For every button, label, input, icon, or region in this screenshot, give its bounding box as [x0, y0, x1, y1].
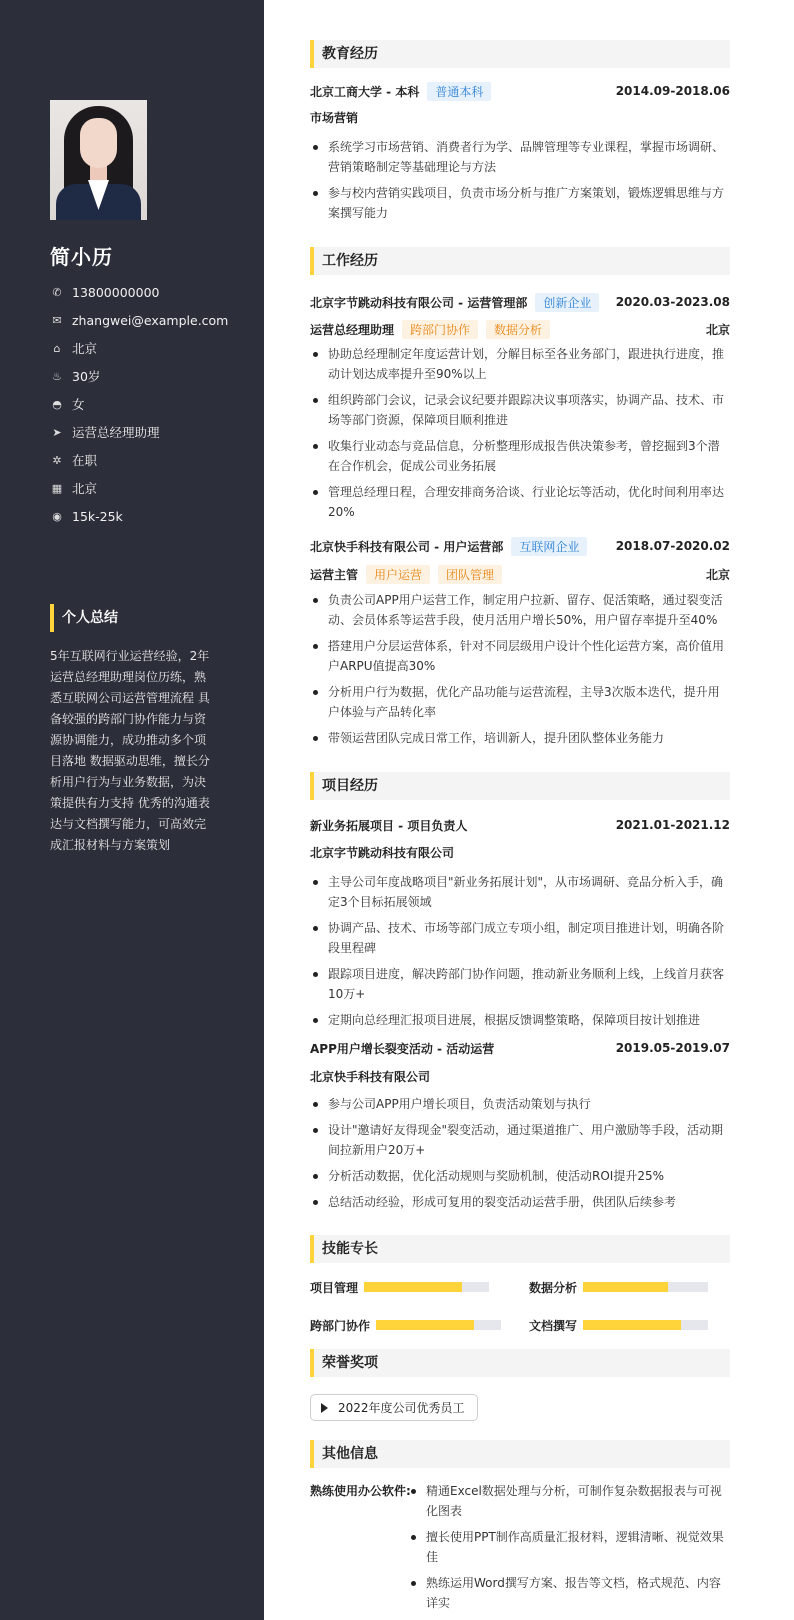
job-date: 2020.03-2023.08: [615, 295, 730, 309]
education-header: [310, 81, 730, 101]
skill-item: [529, 1277, 708, 1297]
contact-info: [50, 278, 250, 530]
avatar: [50, 100, 147, 220]
job-role: 运营总经理助理: [310, 322, 395, 337]
project-bullets: [310, 1094, 730, 1218]
skill-item: [310, 1315, 501, 1335]
list-item: 定期向总经理汇报项目进展，根据反馈调整策略，保障项目按计划推进: [310, 1010, 730, 1030]
job-bullets: [310, 590, 730, 754]
skill-bar-fill: [376, 1320, 474, 1330]
list-item: 参与公司APP用户增长项目，负责活动策划与执行: [310, 1094, 730, 1114]
education-title: 教育经历: [310, 40, 730, 68]
list-item: 带领运营团队完成日常工作，培训新人，提升团队整体业务能力: [310, 728, 730, 748]
send-icon: ➤: [52, 425, 62, 439]
skill-item: [529, 1315, 708, 1335]
job-role: 运营主管: [310, 567, 359, 582]
award-item: [310, 1394, 478, 1421]
project-company: 北京字节跳动科技有限公司: [310, 846, 455, 860]
summary-title: 个人总结: [50, 604, 118, 632]
gender-icon: ◓: [52, 397, 62, 411]
job-date: 2018.07-2020.02: [615, 539, 730, 553]
info-email: [50, 306, 250, 334]
skill-bar-fill: [583, 1320, 681, 1330]
info-text: 北京: [72, 481, 98, 496]
salary-icon: ◉: [52, 509, 62, 523]
school-name: 北京工商大学 - 本科: [310, 84, 420, 99]
list-item: 总结活动经验，形成可复用的裂变活动运营手册，供团队后续参考: [310, 1192, 730, 1212]
list-item: 熟练运用Word撰写方案、报告等文档，格式规范、内容详实: [408, 1573, 730, 1613]
list-item: 主导公司年度战略项目"新业务拓展计划"，从市场调研、竞品分析入手，确定3个目标拓展领域: [310, 872, 730, 912]
award-text: 2022年度公司优秀员工: [338, 1401, 465, 1415]
skill-item: [310, 1277, 489, 1297]
info-text: 北京: [72, 341, 98, 356]
info-position: [50, 418, 250, 446]
list-item: 组织跨部门会议，记录会议纪要并跟踪决议事项落实，协调产品、技术、市场等部门资源，保障项目顺利推进: [310, 390, 730, 430]
info-status: [50, 446, 250, 474]
skill-bar: [376, 1320, 501, 1330]
info-phone: [50, 278, 250, 306]
list-item: 参与校内营销实践项目，负责市场分析与推广方案策划，锻炼逻辑思维与方案撰写能力: [310, 183, 730, 223]
awards-title: 荣誉奖项: [310, 1349, 730, 1377]
info-text: 女: [72, 397, 85, 412]
job-city: 北京: [705, 567, 730, 582]
info-text: 15k-25k: [72, 508, 123, 524]
project-name: 新业务拓展项目 - 项目负责人: [310, 818, 468, 833]
project-header: [310, 1038, 730, 1058]
list-item: 管理总经理日程，合理安排商务洽谈、行业论坛等活动，优化时间利用率达20%: [310, 482, 730, 522]
list-item: 精通Excel数据处理与分析，可制作复杂数据报表与可视化图表: [408, 1481, 730, 1521]
info-age: [50, 362, 250, 390]
job-header: [310, 536, 730, 556]
candidate-name: 简小历: [50, 245, 113, 269]
job-city: 北京: [705, 322, 730, 337]
list-item: 协调产品、技术、市场等部门成立专项小组，制定项目推进计划，明确各阶段里程碑: [310, 918, 730, 958]
home-icon: ⌂: [53, 341, 61, 355]
cake-icon: ♨: [52, 369, 62, 383]
project-date: 2021.01-2021.12: [615, 818, 730, 832]
project-bullets: [310, 872, 730, 1036]
skill-tag: 跨部门协作: [402, 320, 478, 339]
skill-bar: [583, 1282, 708, 1292]
list-item: 收集行业动态与竞品信息，分析整理形成报告供决策参考，曾挖掘到3个潜在合作机会，促成公司业务拓展: [310, 436, 730, 476]
sidebar: [0, 0, 264, 1620]
play-icon: [321, 1403, 328, 1413]
education-major: 市场营销: [310, 111, 359, 125]
company-tag: 创新企业: [535, 293, 599, 312]
job-company: 北京快手科技有限公司 - 用户运营部: [310, 539, 504, 554]
other-label: 熟练使用办公软件:: [310, 1484, 411, 1498]
other-title: 其他信息: [310, 1440, 730, 1468]
skill-bar: [364, 1282, 489, 1292]
skill-name: 跨部门协作: [310, 1318, 371, 1333]
list-item: 负责公司APP用户运营工作，制定用户拉新、留存、促活策略，通过裂变活动、会员体系等运营手段，使月活用户增长50%，用户留存率提升至40%: [310, 590, 730, 630]
skill-tag: 数据分析: [486, 320, 550, 339]
summary-text: 5年互联网行业运营经验，2年运营总经理助理岗位历练，熟悉互联网公司运营管理流程 具备较强的跨部门协作能力与资源协调能力，成功推动多个项目落地 数据驱动思维，擅长分析用户行为与业务数据，为决策提供有力支持 优秀的沟通表达与文档撰写能力，可高效完成汇报材料与方案策划: [50, 649, 210, 852]
company-tag: 互联网企业: [511, 537, 587, 556]
info-text: 13800000000: [72, 284, 160, 300]
education-date: 2014.09-2018.06: [615, 84, 730, 98]
projects-title: 项目经历: [310, 772, 730, 800]
list-item: 跟踪项目进度，解决跨部门协作问题，推动新业务顺利上线，上线首月获客10万+: [310, 964, 730, 1004]
list-item: 分析活动数据，优化活动规则与奖励机制，使活动ROI提升25%: [310, 1166, 730, 1186]
building-icon: ▦: [51, 481, 63, 495]
school-tag: 普通本科: [427, 82, 491, 101]
list-item: 协助总经理制定年度运营计划，分解目标至各业务部门，跟进执行进度，推动计划达成率提升至90%以上: [310, 344, 730, 384]
status-icon: ✲: [52, 453, 62, 467]
other-bullets: [408, 1481, 730, 1619]
job-company: 北京字节跳动科技有限公司 - 运营管理部: [310, 295, 528, 310]
info-text: 在职: [72, 453, 98, 468]
project-company: 北京快手科技有限公司: [310, 1070, 431, 1084]
list-item: 分析用户行为数据，优化产品功能与运营流程，主导3次版本迭代，提升用户体验与产品转化率: [310, 682, 730, 722]
skill-bar-fill: [364, 1282, 462, 1292]
info-work-city: [50, 474, 250, 502]
phone-icon: ✆: [52, 285, 62, 299]
info-text: zhangwei@example.com: [72, 312, 229, 328]
info-location: [50, 334, 250, 362]
mail-icon: ✉: [52, 313, 62, 327]
list-item: 系统学习市场营销、消费者行为学、品牌管理等专业课程，掌握市场调研、营销策略制定等基础理论与方法: [310, 137, 730, 177]
job-bullets: [310, 344, 730, 528]
info-gender: [50, 390, 250, 418]
list-item: 搭建用户分层运营体系，针对不同层级用户设计个性化运营方案，高价值用户ARPU值提高30%: [310, 636, 730, 676]
job-header: [310, 292, 730, 312]
skill-bar: [583, 1320, 708, 1330]
list-item: 设计"邀请好友得现金"裂变活动，通过渠道推广、用户激励等手段，活动期间拉新用户20万+: [310, 1120, 730, 1160]
skill-tag: 团队管理: [438, 565, 502, 584]
project-name: APP用户增长裂变活动 - 活动运营: [310, 1041, 495, 1056]
project-date: 2019.05-2019.07: [615, 1041, 730, 1055]
skill-tag: 用户运营: [366, 565, 430, 584]
education-bullets: [310, 137, 730, 229]
work-title: 工作经历: [310, 247, 730, 275]
skills-title: 技能专长: [310, 1235, 730, 1263]
list-item: 擅长使用PPT制作高质量汇报材料，逻辑清晰、视觉效果佳: [408, 1527, 730, 1567]
job-role-row: [310, 564, 730, 584]
info-salary: [50, 502, 250, 530]
skill-name: 文档撰写: [529, 1318, 578, 1333]
skill-name: 项目管理: [310, 1280, 359, 1295]
info-text: 30岁: [72, 369, 101, 384]
skill-bar-fill: [583, 1282, 668, 1292]
project-header: [310, 815, 730, 835]
info-text: 运营总经理助理: [72, 425, 160, 440]
skill-name: 数据分析: [529, 1280, 578, 1295]
job-role-row: [310, 319, 730, 339]
